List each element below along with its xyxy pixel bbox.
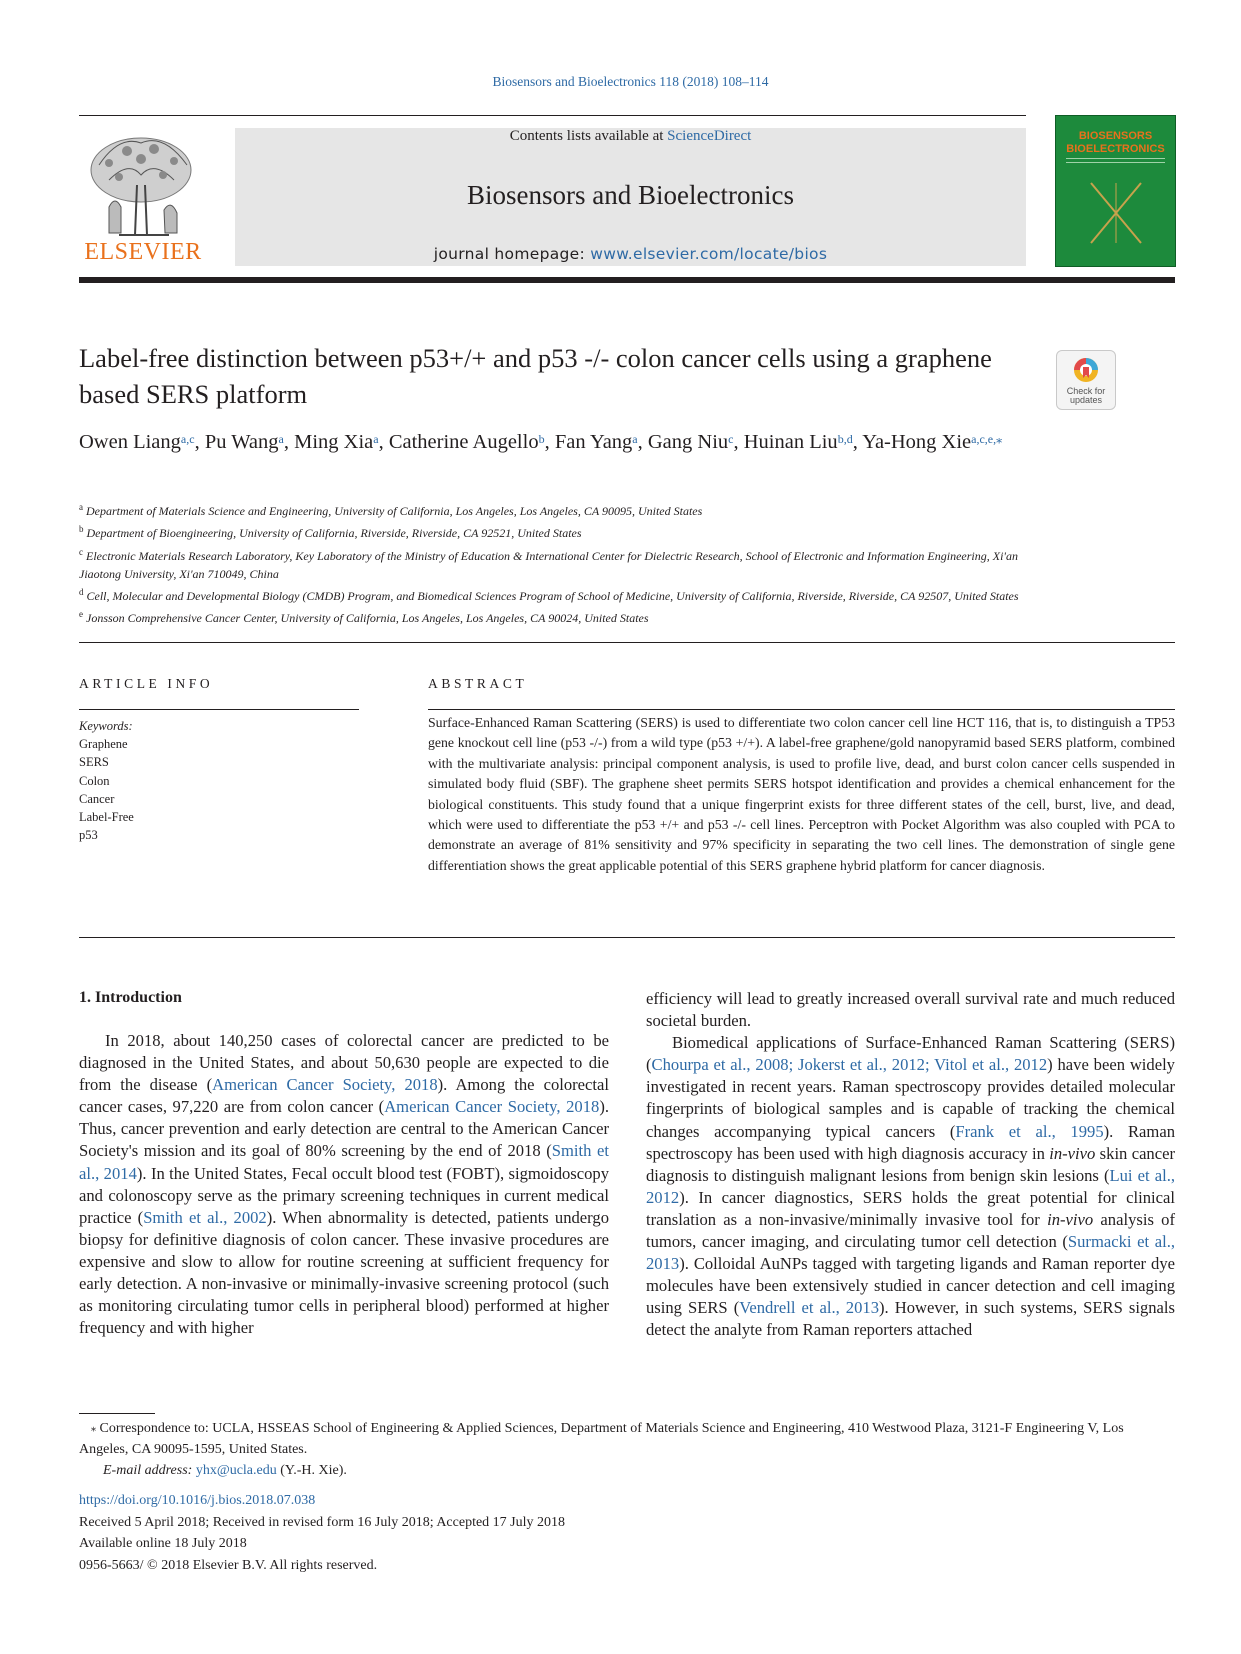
text-span: ). Thus, cancer prevention and early detection are central to the American Cancer Society's mission and its goal of 80% screening by the end of 2018 ( [79,1097,609,1161]
text-span: ). However, in such systems, SERS signals detect the analyte from Raman reporters attached [646,1298,1175,1340]
email-line [79,1460,1175,1481]
author-affiliation-marks[interactable]: a [373,432,379,446]
crossmark-text-2: updates [1069,395,1103,405]
affiliation-text: Department of Materials Science and Engineering, University of California, Los Angeles, Los Angeles, CA 90095, United States [83,504,703,518]
citation-link[interactable]: Vendrell et al., 2013 [739,1298,879,1318]
correspondence-footnote [79,1418,1175,1481]
text-span: ). In cancer diagnostics, SERS holds the great potential for clinical translation as a non-invasive/minimally invasive tool for [646,1187,1175,1229]
keyword-item: Label-Free [79,810,134,825]
crossmark-text-1: Check for [1066,386,1106,396]
abstract-rule [428,709,1175,710]
keyword-item: Colon [79,773,110,788]
introduction-heading: 1. Introduction [79,989,182,1006]
available-online: Available online 18 July 2018 [79,1536,247,1551]
check-for-updates-button[interactable] [1056,350,1116,410]
author-name[interactable]: Fan Yang$^a$ [554,431,638,453]
elsevier-wordmark: ELSEVIER [84,239,202,265]
keywords-block [79,717,359,844]
citation-link[interactable]: Chourpa et al., 2008; Jokerst et al., 2012; Vitol et al., 2012 [651,1055,1048,1075]
citation-link[interactable]: Lui et al., 2012 [646,1165,1175,1207]
contents-line [235,128,1026,145]
text-span: analysis of tumors, cancer imaging, and circulating tumor cell detection ( [646,1209,1175,1252]
text-span: ). Colloidal AuNPs tagged with targeting ligands and Raman reporter dye molecules have been extensively studied in cancer detection and cell imaging using SERS ( [646,1254,1175,1318]
author-name[interactable]: Huinan Liu$^{b,d}$ [743,431,853,453]
homepage-line [235,245,1026,263]
copyright-line: 0956-5663/ © 2018 Elsevier B.V. All rights reserved. [79,1557,378,1573]
affiliation-text: Electronic Materials Research Laboratory, Key Laboratory of the Ministry of Education & International Center for Dielectric Research, School of Electronic and Information Engineering, Xi'an Jiaotong University, Xi'an 710049, China [79,548,1018,581]
affiliation-item [79,583,1039,605]
affiliation-mark: d [79,587,84,598]
author-separator: , [852,431,863,453]
doi-link[interactable]: https://doi.org/10.1016/j.bios.2018.07.038 [79,1493,316,1508]
citation-link[interactable]: American Cancer Society, 2018 [384,1097,600,1117]
cover-title-1: BIOSENSORS [1078,130,1153,142]
author-separator: , [378,431,389,453]
header-rule [79,115,1026,116]
text-span: ). In the United States, Fecal occult blood test (FOBT), sigmoidoscopy and colonoscopy serve as the primary screening techniques in current medical practice ( [79,1163,610,1227]
email-link[interactable]: yhx@ucla.edu [195,1463,277,1478]
cover-title-2: BIOELECTRONICS [1066,143,1165,155]
email-label: E-mail address: [103,1463,196,1478]
author-affiliation-marks[interactable]: b,d [837,432,853,446]
author-name[interactable]: Ming Xia$^a$ [294,431,379,453]
article-history: Received 5 April 2018; Received in revised form 16 July 2018; Accepted 17 July 2018 [79,1514,566,1530]
text-span: In 2018, about 140,250 cases of colorectal cancer are predicted to be diagnosed in the United States, and about 50,630 people are expected to die from the disease ( [79,1031,609,1095]
affiliation-item [79,520,1039,542]
affiliation-text: Cell, Molecular and Developmental Biology (CMDB) Program, and Biomedical Sciences Program of School of Medicine, University of California, Riverside, Riverside, CA 92507, United States [83,589,1019,604]
body-column-left [79,1030,609,1339]
author-affiliation-marks[interactable]: a [278,432,284,446]
author-separator: , [194,431,205,453]
keywords-label: Keywords: [79,719,133,733]
article-title: Label-free distinction between p53+/+ and p53 -/- colon cancer cells using a graphene based SERS platform [79,343,992,409]
author-separator: , [637,431,648,453]
italic-span: in-vivo [1049,1143,1096,1163]
keyword-item: Graphene [79,737,128,752]
author-name[interactable]: Owen Liang$^{a,c}$ [79,431,195,453]
affiliation-mark: c [79,546,83,557]
header-thick-rule [79,277,1175,283]
citation-link[interactable]: Smith et al., 2014 [79,1141,609,1183]
author-list [79,428,1059,457]
affiliation-list [79,498,1039,628]
article-info-rule [79,709,359,710]
contents-prefix: Contents lists available at [509,128,668,144]
author-separator: , [283,431,295,453]
abstract-heading: ABSTRACT [428,676,528,691]
author-affiliation-marks[interactable]: a,c,e,⁎ [971,432,1003,446]
correspondence-text: Correspondence to: UCLA, HSSEAS School of Engineering & Applied Sciences, Department of Materials Science and Engineering, 410 Westwood Plaza, 3121-F Engineering V, Los Angeles, CA 90095-1595, United States. [79,1421,1124,1457]
text-span: ). Raman spectroscopy has been used with high diagnosis accuracy in [646,1121,1175,1163]
author-affiliation-marks[interactable]: a [632,432,638,446]
footnote-rule [79,1413,155,1414]
elsevier-logo [79,125,207,267]
intro-paragraph-1-continued: efficiency will lead to greatly increased overall survival rate and much reduced societal burden. [646,989,1175,1031]
author-name[interactable]: Ya-Hong Xie$^{a,c,e,⁎}$ [862,431,1003,453]
author-name[interactable]: Catherine Augello$^b$ [388,431,545,453]
affiliation-mark: e [79,609,83,620]
journal-name: Biosensors and Bioelectronics [467,180,794,210]
author-affiliation-marks[interactable]: c [728,432,734,446]
cover-graphic-icon [1086,178,1146,248]
citation-link[interactable]: American Cancer Society, 2018 [212,1075,438,1095]
sciencedirect-link[interactable]: ScienceDirect [667,128,752,144]
body-column-right [646,988,1175,1342]
journal-cover-image[interactable] [1055,115,1176,267]
affiliation-text: Department of Bioengineering, University of California, Riverside, Riverside, CA 92521, United States [83,526,582,541]
text-span: ) have been widely investigated in recent years. Raman spectroscopy provides detailed molecular fingerprints of biological samples and is capable of tracking the chemical changes accompanying typical cancers ( [646,1055,1175,1141]
homepage-prefix: journal homepage: [433,245,591,263]
footnote-star: ⁎ [91,1423,96,1434]
correspondence-line [79,1418,1175,1460]
text-span: ). When abnormality is detected, patients undergo biopsy for definitive diagnosis of colon cancer. These invasive procedures are expensive and slow to allow for routine screening at sufficient frequency for early detection. A non-invasive or minimally-invasive screening protocol (such as monitoring circulating tumor cells in peripheral blood) performed at higher frequency and with higher [79,1207,609,1338]
affiliation-mark: b [79,524,84,535]
affiliation-item [79,605,1039,627]
citation-link[interactable]: Surmacki et al., 2013 [646,1232,1175,1274]
cover-line [1066,162,1165,163]
author-name[interactable]: Gang Niu$^c$ [647,431,734,453]
affiliation-text: Jonsson Comprehensive Cancer Center, University of California, Los Angeles, Los Angeles, CA 90024, United States [83,611,649,626]
author-separator: , [733,431,744,453]
affiliation-rule [79,642,1175,643]
italic-span: in-vivo [1047,1209,1094,1229]
author-affiliation-marks[interactable]: a,c [180,432,195,446]
citation-link[interactable]: Smith et al., 2002 [143,1207,267,1227]
abstract-text: Surface-Enhanced Raman Scattering (SERS) is used to differentiate two colon cancer cell line HCT 116, that is, to distinguish a TP53 gene knockout cell line (p53 -/-) from a wild type (p53 +/+). A label-free graphene/gold nanopyramid based SERS platform, combined with the multivariate analysis: principal component analysis, is used to profile live, dead, and burst colon cancer cells suspended in simulated body fluid (SBF). The graphene sheet permits SERS hotspot identification and provides a chemical enhancement for the biological constituents. This study found that a unique fingerprint exists for three different states of the cell, burst, live, and dead, which were used to differentiate the p53 +/+ and p53 -/- cell lines. Perceptron with Pocket Algorithm was also coupled with PCA to demonstrate an average of 81% sensitivity and 97% specificity in separating the two cell lines. The demonstration of single gene differentiation shows the great applicable potential of this SERS graphene hybrid platform for cancer diagnosis. [428,715,1175,873]
affiliation-mark: a [79,502,83,512]
crossmark-icon [1072,356,1100,384]
affiliation-item [79,543,1039,584]
keyword-item: SERS [79,755,109,770]
text-span: Biomedical applications of Surface-Enhanced Raman Scattering (SERS) ( [646,1033,1175,1075]
intro-paragraph-2 [646,1032,1175,1341]
affiliation-item [79,498,1039,520]
keyword-list [79,735,359,844]
publication-info [79,1490,979,1576]
article-info-heading: ARTICLE INFO [79,676,214,691]
cover-line [1066,158,1165,159]
author-separator: , [544,431,555,453]
keyword-item: p53 [79,828,98,843]
email-owner: (Y.-H. Xie). [276,1463,347,1478]
citation-link[interactable]: Frank et al., 1995 [955,1121,1104,1141]
homepage-link[interactable]: www.elsevier.com/locate/bios [590,245,828,263]
author-name[interactable]: Pu Wang$^a$ [204,431,284,453]
abstract-bottom-rule [79,937,1175,938]
author-affiliation-marks[interactable]: b [538,432,545,446]
text-span: skin cancer diagnosis to distinguish malignant lesions from benign skin lesions ( [646,1143,1175,1185]
keyword-item: Cancer [79,791,115,806]
text-span: ). Among the colorectal cancer cases, 97,220 are from colon cancer ( [79,1075,609,1117]
intro-paragraph-1 [79,1030,609,1339]
journal-reference-link[interactable]: Biosensors and Bioelectronics 118 (2018) 108–114 [492,74,769,89]
